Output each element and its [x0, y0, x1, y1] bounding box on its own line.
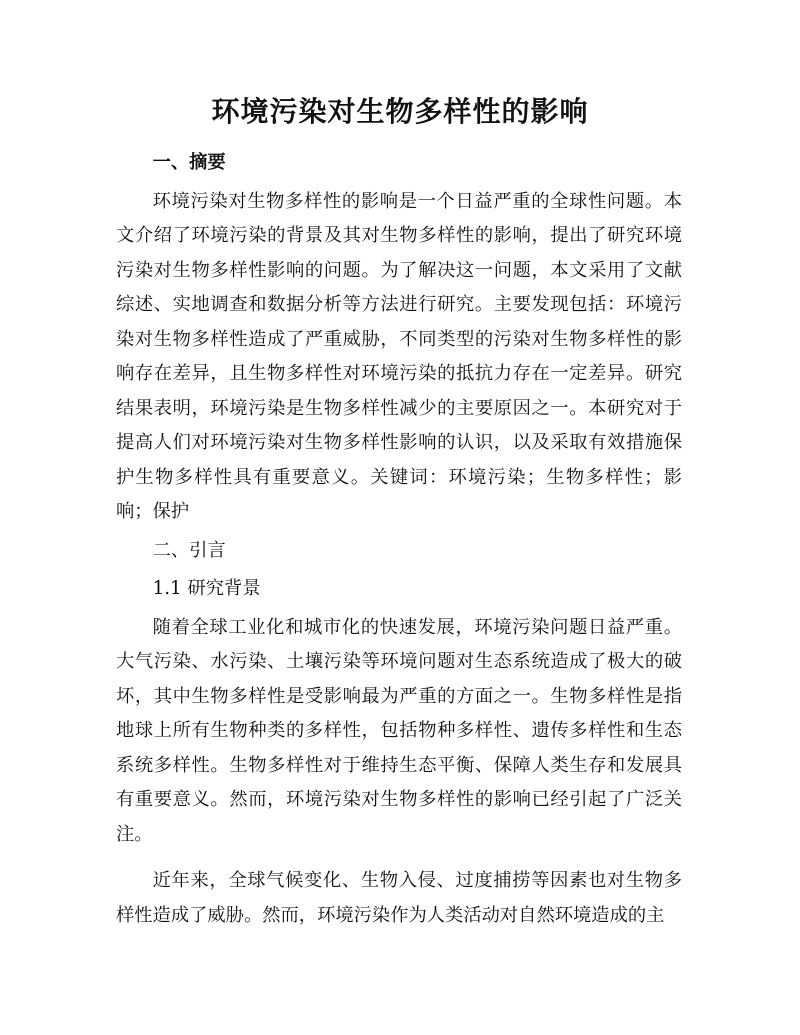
- background-paragraph-2: 近年来，全球气候变化、生物入侵、过度捕捞等因素也对生物多样性造成了威胁。然而，环境污染作为人类活动对自然环境造成的主: [116, 870, 682, 926]
- background-paragraph-1: 随着全球工业化和城市化的快速发展，环境污染问题日益严重。大气污染、水污染、土壤污染等环境问题对生态系统造成了极大的破坏，其中生物多样性是受影响最为严重的方面之一。生物多样性是指地球上所有生物种类的多样性，包括物种多样性、遗传多样性和生态系统多样性。生物多样性对于维持生态平衡、保障人类生存和发展具有重要意义。然而，环境污染对生物多样性的影响已经引起了广泛关注。: [116, 616, 682, 845]
- introduction-heading: 二、引言: [152, 539, 226, 561]
- background-subheading: 1.1 研究背景: [152, 578, 261, 599]
- document-body: [116, 146, 682, 933]
- abstract-paragraph: 环境污染对生物多样性的影响是一个日益严重的全球性问题。本文介绍了环境污染的背景及其对生物多样性的影响，提出了研究环境污染对生物多样性影响的问题。为了解决这一问题，本文采用了文献综述、实地调查和数据分析等方法进行研究。主要发现包括：环境污染对生物多样性造成了严重威胁，不同类型的污染对生物多样性的影响存在差异，且生物多样性对环境污染的抵抗力存在一定差异。研究结果表明，环境污染是生物多样性减少的主要原因之一。本研究对于提高人们对环境污染对生物多样性影响的认识，以及采取有效措施保护生物多样性具有重要意义。关键词：环境污染；生物多样性；影响；保护: [116, 190, 682, 522]
- abstract-heading: 一、摘要: [152, 152, 226, 173]
- document-title: 环境污染对生物多样性的影响: [211, 95, 589, 128]
